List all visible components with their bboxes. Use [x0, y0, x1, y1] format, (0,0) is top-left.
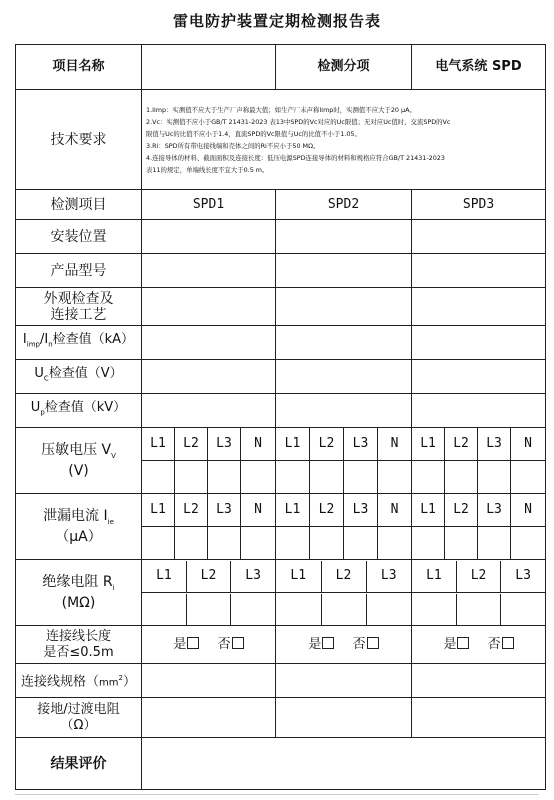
leak-value-field[interactable]	[276, 527, 310, 560]
no-checkbox	[232, 637, 244, 649]
varistor-value-field[interactable]	[208, 461, 241, 494]
varistor-value-field[interactable]	[142, 461, 175, 494]
insul-value-field[interactable]	[231, 594, 275, 625]
row-result-label: 结果评价	[16, 738, 142, 790]
insul-value-field[interactable]	[501, 594, 545, 625]
insul-value-field[interactable]	[142, 594, 186, 625]
phase-header: L1	[276, 428, 310, 461]
leak-value-field[interactable]	[142, 527, 175, 560]
req-2a: 2.Vc：实测值不应小于GB/T 21431-2023 表13中SPD的Vc对应的Uc限值；无对应Uc值时，交流SPD的Vc	[146, 117, 451, 126]
model-spd1-field[interactable]	[142, 254, 276, 288]
varistor-value-field[interactable]	[478, 461, 511, 494]
phase-header: L2	[186, 561, 230, 592]
install-spd1-field[interactable]	[142, 220, 276, 254]
row-insul-label: 绝缘电阻 $R_i$ (MΩ)	[16, 560, 142, 626]
yes-option[interactable]: 是	[308, 637, 334, 652]
row-appearance-label	[16, 288, 142, 326]
leak-value-field[interactable]	[478, 527, 511, 560]
phase-header: L3	[478, 428, 511, 461]
insul-spd3-values	[412, 593, 546, 626]
varistor-value-field[interactable]	[344, 461, 378, 494]
length-spd1-choice	[142, 626, 276, 664]
iimp-spd3-field[interactable]	[412, 326, 546, 360]
iimp-spd1-field[interactable]	[142, 326, 276, 360]
row-iimp-label: $I_{imp}/I_n$检查值（kA）	[16, 326, 142, 360]
row-ground-label: 接地/过渡电阻 （Ω）	[16, 698, 142, 738]
phase-header: L3	[478, 494, 511, 527]
phase-header: L1	[142, 494, 175, 527]
insul-spd3-block	[412, 560, 546, 593]
page-bottom-rule	[15, 794, 539, 795]
phase-header: L1	[412, 428, 445, 461]
subitem-value: 电气系统 SPD	[412, 45, 546, 90]
uc-spd3-field[interactable]	[412, 360, 546, 394]
phase-header: L3	[231, 561, 275, 592]
phase-header: L1	[426, 568, 442, 583]
varistor-value-field[interactable]	[511, 461, 546, 494]
col-spd2: SPD2	[276, 190, 412, 220]
no-checkbox	[367, 637, 379, 649]
phase-header: L1	[276, 494, 310, 527]
leak-value-field[interactable]	[175, 527, 208, 560]
phase-header: L2	[175, 428, 208, 461]
iimp-spd2-field[interactable]	[276, 326, 412, 360]
phase-header: L3	[344, 494, 378, 527]
phase-header: N	[378, 494, 412, 527]
phase-header: L1	[156, 568, 172, 583]
phase-header: L1	[412, 494, 445, 527]
row-varistor-label: 压敏电压 $V_V$ (V)	[16, 428, 142, 494]
uc-spd2-field[interactable]	[276, 360, 412, 394]
install-spd3-field[interactable]	[412, 220, 546, 254]
leak-value-field[interactable]	[241, 527, 276, 560]
row-length-label: 连接线长度 是否≤0.5m	[16, 626, 142, 664]
model-spd2-field[interactable]	[276, 254, 412, 288]
req-2b: 限值与Uc的比值不应小于1.4，直流SPD的Vc限值与Uc的比值不小于1.05。	[146, 129, 361, 138]
leak-value-field[interactable]	[208, 527, 241, 560]
up-spd2-field[interactable]	[276, 394, 412, 428]
length-spd3-choice	[412, 626, 546, 664]
row-spec-label: 连接线规格$(mm^2)$	[16, 664, 142, 698]
item-name-field[interactable]	[142, 45, 276, 90]
length-spd2-choice	[276, 626, 412, 664]
phase-header: L3	[208, 494, 241, 527]
leak-value-field[interactable]	[412, 527, 445, 560]
varistor-value-field[interactable]	[412, 461, 445, 494]
yes-option[interactable]: 是	[443, 637, 469, 652]
phase-header: L3	[501, 561, 545, 592]
phase-header: L1	[142, 428, 175, 461]
appearance-spd1-field[interactable]	[142, 288, 276, 326]
req-4b: 表11的规定，单端线长度不宜大于0.5 m。	[146, 165, 269, 174]
phase-header: L1	[290, 568, 307, 583]
ground-spd1-field[interactable]	[142, 698, 276, 738]
varistor-value-field[interactable]	[378, 461, 412, 494]
no-option[interactable]: 否	[488, 637, 514, 652]
req-1: 1.Iimp：实测值不应大于生产厂声称最大值；如生产厂未声称Iimp时，实测值不应大于20 μA。	[146, 105, 416, 114]
insul-value-field[interactable]	[366, 594, 411, 625]
phase-header: L2	[310, 428, 344, 461]
no-option[interactable]: 否	[218, 637, 244, 652]
model-spd3-field[interactable]	[412, 254, 546, 288]
report-title: 雷电防护装置定期检测报告表	[172, 12, 381, 30]
check-item-label: 检测项目	[16, 190, 142, 220]
yes-checkbox	[457, 637, 469, 649]
varistor-value-field[interactable]	[175, 461, 208, 494]
insul-spd1-block	[142, 560, 276, 593]
row-leak-label: 泄漏电流 $I_{ie}$ （μA）	[16, 494, 142, 560]
up-spd1-field[interactable]	[142, 394, 276, 428]
varistor-value-field[interactable]	[276, 461, 310, 494]
varistor-value-field[interactable]	[241, 461, 276, 494]
phase-header: L2	[445, 494, 478, 527]
col-spd1: SPD1	[142, 190, 276, 220]
phase-header: L2	[445, 428, 478, 461]
spec-spd2-field[interactable]	[276, 664, 412, 698]
phase-header: N	[378, 428, 412, 461]
phase-header: L3	[344, 428, 378, 461]
tech-req-text	[142, 90, 546, 190]
appearance-spd2-field[interactable]	[276, 288, 412, 326]
phase-header: L2	[175, 494, 208, 527]
req-4a: 4.连接导体的材料、截面面积及连接长度：低压电源SPD连接导体的材料和规格应符合GB/T 21431-2023	[146, 153, 445, 162]
no-option[interactable]: 否	[353, 637, 379, 652]
ground-spd2-field[interactable]	[276, 698, 412, 738]
phase-header: L3	[366, 561, 411, 592]
no-checkbox	[502, 637, 514, 649]
insul-spd1-values	[142, 593, 276, 626]
yes-checkbox	[322, 637, 334, 649]
insul-value-field[interactable]	[321, 594, 366, 625]
ground-spd3-field[interactable]	[412, 698, 546, 738]
insul-value-field[interactable]	[412, 594, 456, 625]
subitem-label: 检测分项	[276, 45, 412, 90]
insul-spd2-values	[276, 593, 412, 626]
leak-value-field[interactable]	[445, 527, 478, 560]
up-spd3-field[interactable]	[412, 394, 546, 428]
phase-header: L2	[310, 494, 344, 527]
uc-spd1-field[interactable]	[142, 360, 276, 394]
varistor-value-field[interactable]	[310, 461, 344, 494]
varistor-value-field[interactable]	[445, 461, 478, 494]
result-field[interactable]	[142, 738, 546, 790]
insul-value-field[interactable]	[276, 594, 321, 625]
appearance-spd3-field[interactable]	[412, 288, 546, 326]
phase-header: N	[511, 494, 546, 527]
leak-value-field[interactable]	[310, 527, 344, 560]
row-install-label: 安装位置	[16, 220, 142, 254]
col-spd3: SPD3	[412, 190, 546, 220]
item-name-label: 项目名称	[16, 45, 142, 90]
leak-value-field[interactable]	[511, 527, 546, 560]
tech-req-label: 技术要求	[16, 90, 142, 190]
phase-header: L2	[456, 561, 500, 592]
yes-option[interactable]: 是	[173, 637, 199, 652]
insul-value-field[interactable]	[456, 594, 500, 625]
phase-header: N	[241, 428, 276, 461]
leak-value-field[interactable]	[344, 527, 378, 560]
phase-header: L2	[321, 561, 366, 592]
row-model-label: 产品型号	[16, 254, 142, 288]
phase-header: N	[241, 494, 276, 527]
phase-header: N	[511, 428, 546, 461]
req-3: 3.Ri：SPD所有带电接线端和壳体之间的Ri不应小于50 MΩ。	[146, 141, 320, 150]
install-spd2-field[interactable]	[276, 220, 412, 254]
row-up-label: $U_p$检查值（kV）	[16, 394, 142, 428]
appearance-line-1: 外观检查及	[43, 290, 114, 307]
leak-value-field[interactable]	[378, 527, 412, 560]
phase-header: L3	[208, 428, 241, 461]
spec-spd1-field[interactable]	[142, 664, 276, 698]
row-uc-label: $U_C$检查值（V）	[16, 360, 142, 394]
spec-spd3-field[interactable]	[412, 664, 546, 698]
report-table	[15, 44, 546, 790]
insul-spd2-block	[276, 560, 412, 593]
appearance-line-2: 连接工艺	[50, 306, 107, 323]
insul-value-field[interactable]	[186, 594, 230, 625]
yes-checkbox	[187, 637, 199, 649]
